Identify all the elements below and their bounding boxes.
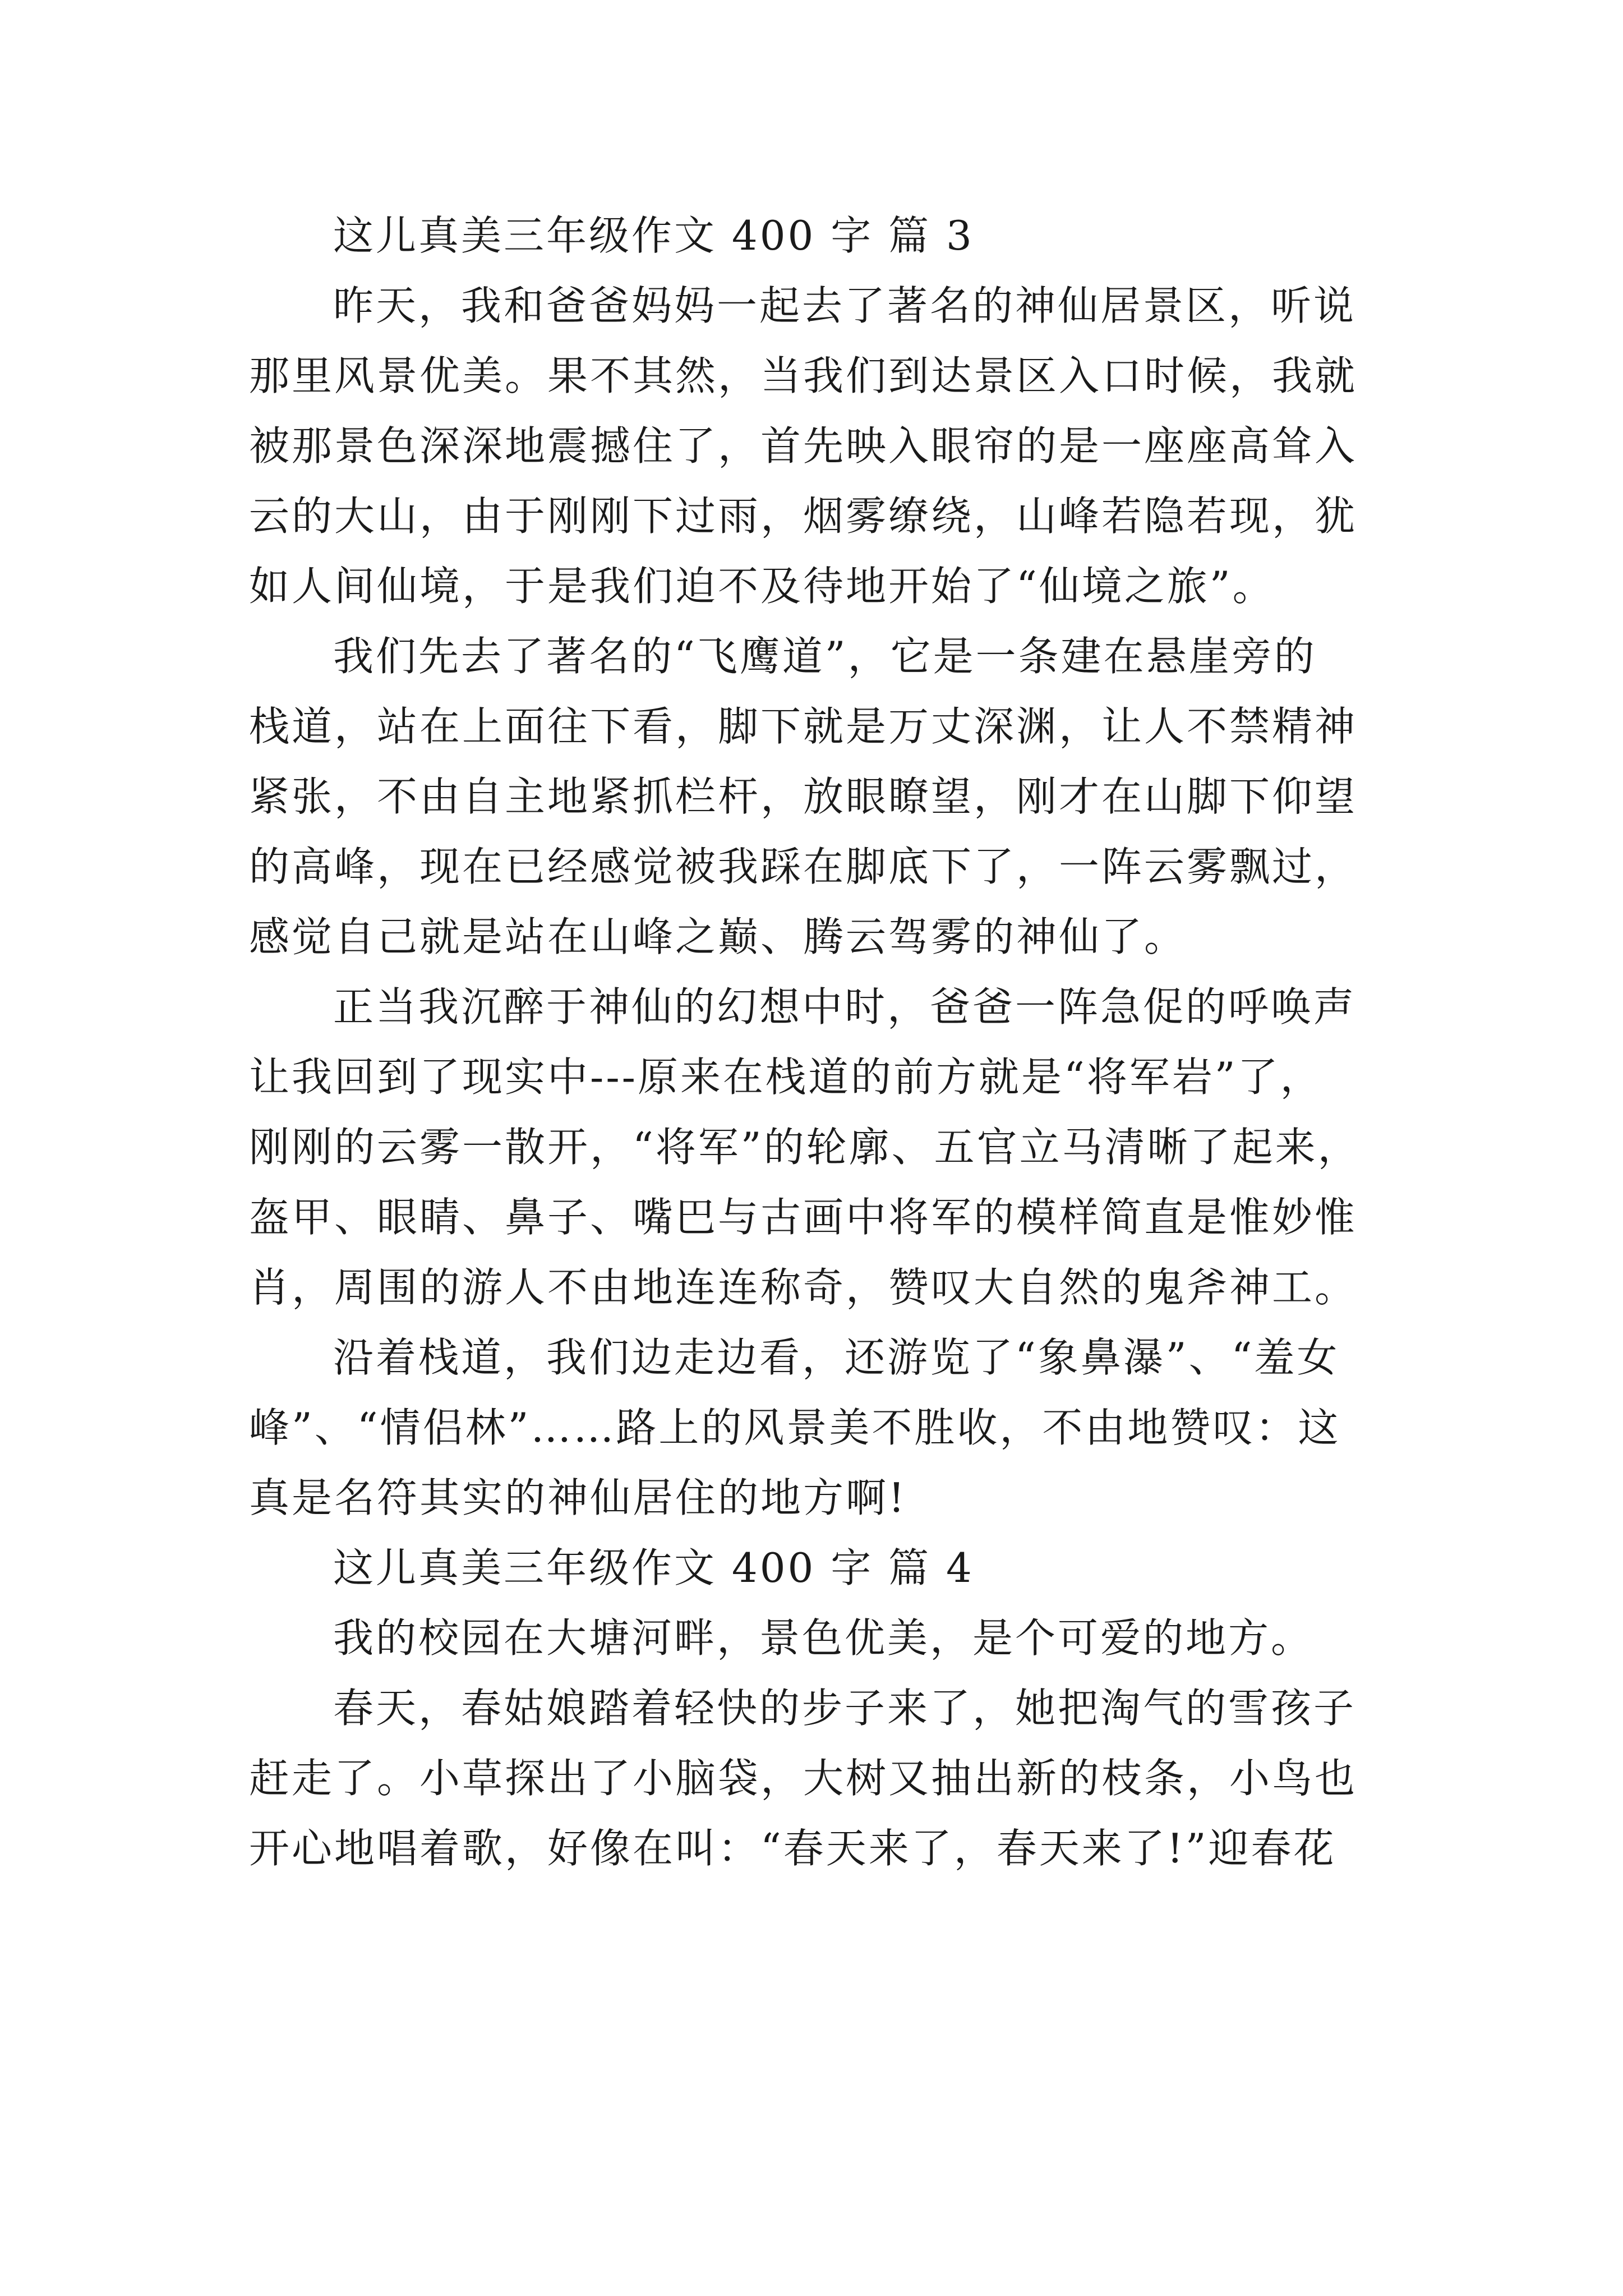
document-page [249,201,1393,1884]
paragraph-line: 正当我沉醉于神仙的幻想中时，爸爸一阵急促的呼唤声 [333,983,1357,1030]
paragraph-line: 峰”、“情侣林”……路上的风景美不胜收，不由地赞叹：这 [249,1404,1341,1451]
paragraph-line: 我们先去了著名的“飞鹰道”，它是一条建在悬崖旁的 [333,633,1317,680]
paragraph-line: 栈道，站在上面往下看，脚下就是万丈深渊，让人不禁精神 [249,703,1358,750]
paragraph-line: 昨天，我和爸爸妈妈一起去了著名的神仙居景区，听说 [333,282,1357,329]
paragraph-line: 春天，春姑娘踏着轻快的步子来了，她把淘气的雪孩子 [333,1685,1357,1732]
paragraph-line: 肖，周围的游人不由地连连称奇，赞叹大自然的鬼斧神工。 [249,1264,1358,1311]
paragraph-line: 沿着栈道，我们边走边看，还游览了“象鼻瀑”、“羞女 [333,1334,1340,1381]
paragraph-line: 如人间仙境，于是我们迫不及待地开始了“仙境之旅”。 [249,563,1275,610]
paragraph-line: 真是名符其实的神仙居住的地方啊! [249,1474,907,1521]
paragraph-line: 云的大山，由于刚刚下过雨，烟雾缭绕，山峰若隐若现，犹 [249,493,1358,540]
paragraph-line: 被那景色深深地震撼住了，首先映入眼帘的是一座座高耸入 [249,422,1358,470]
paragraph-line: 那里风景优美。果不其然，当我们到达景区入口时候，我就 [249,352,1358,399]
paragraph-line: 的高峰，现在已经感觉被我踩在脚底下了，一阵云雾飘过， [249,843,1358,890]
paragraph-line: 让我回到了现实中---原来在栈道的前方就是“将军岩”了， [249,1053,1323,1101]
paragraph-line: 我的校园在大塘河畔，景色优美，是个可爱的地方。 [333,1614,1314,1662]
paragraph-line: 感觉自己就是站在山峰之巅、腾云驾雾的神仙了。 [249,913,1187,960]
paragraph-line: 刚刚的云雾一散开，“将军”的轮廓、五官立马清晰了起来， [249,1124,1361,1171]
paragraph-line: 紧张，不由自主地紧抓栏杆，放眼瞭望，刚才在山脚下仰望 [249,773,1358,820]
paragraph-line: 赶走了。小草探出了小脑袋，大树又抽出新的枝条，小鸟也 [249,1755,1358,1802]
section-heading: 这儿真美三年级作文 400 字 篇 4 [333,1544,974,1591]
section-heading: 这儿真美三年级作文 400 字 篇 3 [333,212,974,259]
paragraph-line: 盔甲、眼睛、鼻子、嘴巴与古画中将军的模样简直是惟妙惟 [249,1194,1358,1241]
paragraph-line: 开心地唱着歌，好像在叫：“春天来了，春天来了!”迎春花 [249,1825,1336,1872]
